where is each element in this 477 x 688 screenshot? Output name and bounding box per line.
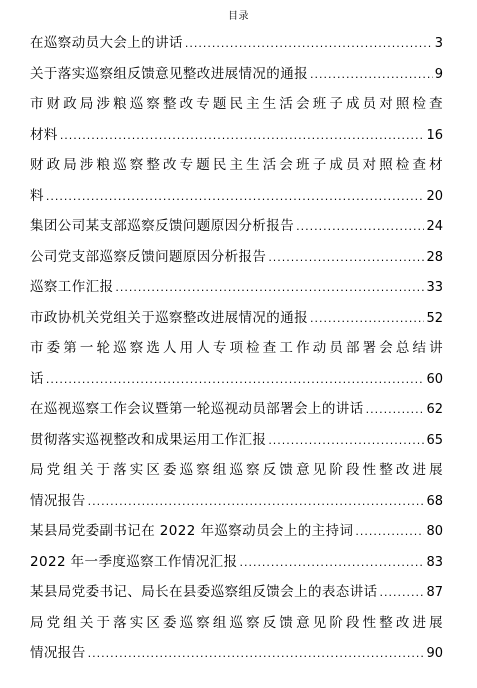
dot-leader bbox=[380, 578, 425, 609]
toc-entry[interactable] bbox=[0, 303, 477, 334]
dot-leader bbox=[60, 121, 425, 152]
toc-entry-title: 财政局涉粮巡察整改专题民主生活会班子成员对照检查材 bbox=[30, 157, 443, 173]
toc-entry-title: 公司党支部巡察反馈问题原因分析报告 bbox=[30, 248, 267, 265]
toc-page-number: 68 bbox=[426, 493, 443, 509]
toc-entry[interactable] bbox=[0, 28, 477, 59]
toc-page-number: 83 bbox=[426, 554, 443, 570]
toc-entry[interactable] bbox=[0, 59, 477, 90]
toc-page-number: 3 bbox=[434, 36, 443, 51]
toc-entry-title: 某县局党委副书记在 2022 年巡察动员会上的主持词 bbox=[30, 523, 354, 539]
dot-leader bbox=[88, 639, 425, 670]
dot-leader bbox=[115, 273, 424, 304]
toc-entry-title: 贯彻落实巡视整改和成果运用工作汇报 bbox=[30, 431, 267, 448]
toc-entry-title-continued: 情况报告 bbox=[30, 492, 86, 509]
toc-entry-title: 某县局党委书记、局长在县委巡察组反馈会上的表态讲话 bbox=[30, 584, 378, 600]
toc-page-number: 87 bbox=[426, 585, 443, 600]
toc-page-number: 33 bbox=[426, 280, 443, 295]
toc-page-number: 16 bbox=[426, 127, 443, 143]
toc-page-number: 65 bbox=[426, 432, 443, 448]
dot-leader bbox=[366, 395, 425, 426]
toc-entry[interactable] bbox=[0, 547, 477, 578]
dot-leader bbox=[46, 182, 425, 213]
toc-page-number: 9 bbox=[434, 66, 443, 82]
toc-page-number: 90 bbox=[426, 646, 443, 661]
toc-entry-title-continued: 情况报告 bbox=[30, 645, 86, 661]
toc-entry-title-continued: 话 bbox=[30, 370, 44, 387]
toc-entry[interactable] bbox=[0, 425, 477, 456]
toc-entry-title: 局党组关于落实区委巡察组巡察反馈意见阶段性整改进展 bbox=[30, 614, 443, 631]
dot-leader bbox=[268, 426, 424, 457]
toc-page-number: 52 bbox=[426, 310, 443, 326]
dot-leader bbox=[46, 365, 425, 396]
toc-entry-title: 2022 年一季度巡察工作情况汇报 bbox=[30, 553, 238, 570]
toc-entry[interactable] bbox=[0, 608, 477, 669]
toc-entry-title: 在巡视巡察工作会议暨第一轮巡视动员部署会上的讲话 bbox=[30, 401, 364, 417]
toc-entry-title: 关于落实巡察组反馈意见整改进展情况的通报 bbox=[30, 65, 308, 82]
toc-entry-title: 在巡察动员大会上的讲话 bbox=[30, 35, 183, 51]
dot-leader bbox=[355, 517, 424, 548]
toc-entry[interactable] bbox=[0, 394, 477, 425]
toc-entry-title-continued: 料 bbox=[30, 187, 44, 204]
toc-entry[interactable] bbox=[0, 333, 477, 394]
toc-entry[interactable] bbox=[0, 242, 477, 273]
toc-page-number: 62 bbox=[426, 402, 443, 417]
toc-entry-title: 巡察工作汇报 bbox=[30, 279, 114, 295]
dot-leader bbox=[310, 304, 424, 335]
dot-leader bbox=[296, 212, 424, 243]
toc-entry-title: 局党组关于落实区委巡察组巡察反馈意见阶段性整改进展 bbox=[30, 462, 443, 478]
toc-entry[interactable] bbox=[0, 272, 477, 303]
toc-page-number: 80 bbox=[426, 524, 443, 539]
toc-page-number: 28 bbox=[426, 249, 443, 265]
toc-entry-title: 市财政局涉粮巡察整改专题民主生活会班子成员对照检查 bbox=[30, 96, 443, 112]
toc-page-number: 24 bbox=[426, 219, 443, 234]
toc-entry-title: 市委第一轮巡察选人用人专项检查工作动员部署会总结讲 bbox=[30, 340, 443, 356]
dot-leader bbox=[239, 548, 424, 579]
dot-leader bbox=[268, 243, 424, 274]
toc-entry-title-continued: 材料 bbox=[30, 126, 58, 143]
page-title: 目录 bbox=[228, 11, 249, 22]
toc-page-number: 60 bbox=[426, 371, 443, 387]
toc-entry-title: 集团公司某支部巡察反馈问题原因分析报告 bbox=[30, 218, 295, 234]
toc-entry[interactable] bbox=[0, 577, 477, 608]
toc-entry[interactable] bbox=[0, 211, 477, 242]
dot-leader bbox=[310, 60, 433, 91]
toc-entry[interactable] bbox=[0, 150, 477, 211]
toc-page-number: 20 bbox=[426, 188, 443, 204]
toc-entry-title: 市政协机关党组关于巡察整改进展情况的通报 bbox=[30, 309, 308, 326]
dot-leader bbox=[185, 29, 433, 60]
dot-leader bbox=[88, 487, 425, 518]
toc-entry[interactable] bbox=[0, 516, 477, 547]
table-of-contents bbox=[0, 28, 477, 669]
toc-entry[interactable] bbox=[0, 455, 477, 516]
toc-entry[interactable] bbox=[0, 89, 477, 150]
